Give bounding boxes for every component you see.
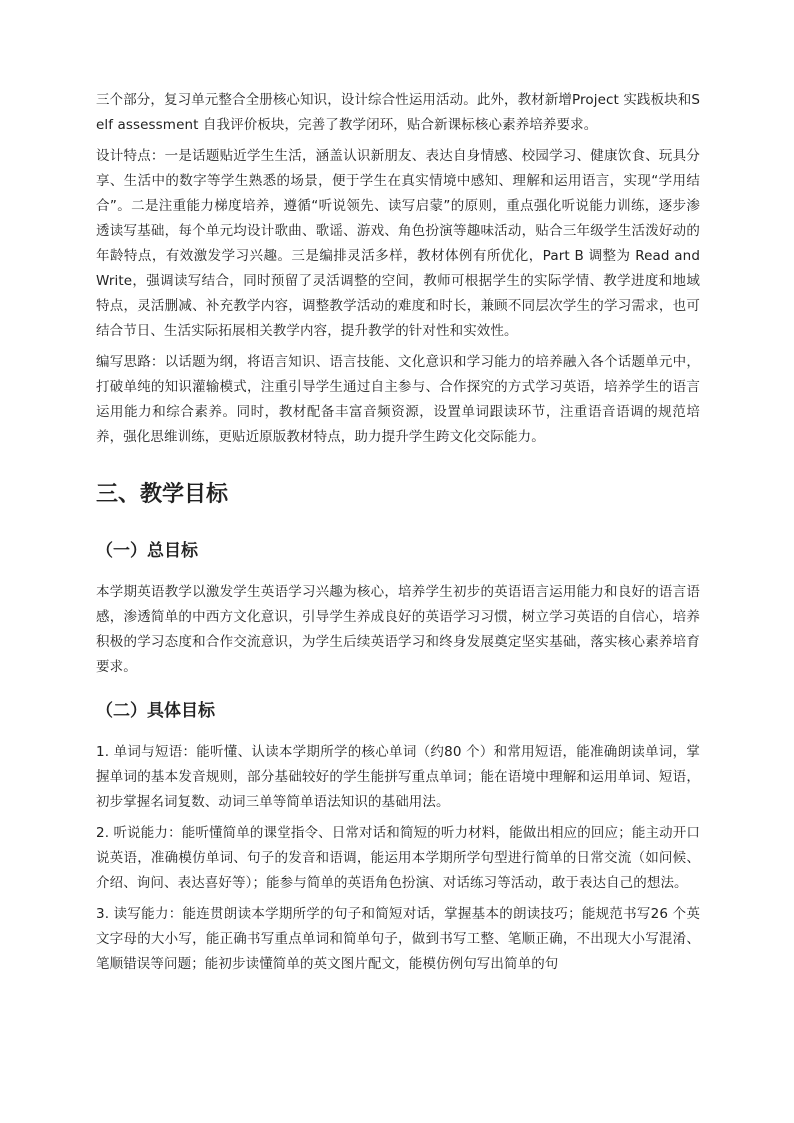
goal-reading-writing-paragraph: 3. 读写能力：能连贯朗读本学期所学的句子和简短对话，掌握基本的朗读技巧；能规范书写26 个英文字母的大小写，能正确书写重点单词和简单句子，做到书写工整、笔顺正确，不出现大小写混淆、笔顺错误等问题；能初步读懂简单的英文图片配文，能模仿例句写出简单的句 — [96, 906, 700, 972]
subheading-overall-goal: （一）总目标 — [96, 541, 198, 561]
subheading-specific-goals: （二）具体目标 — [96, 701, 215, 721]
design-features-paragraph: 设计特点：一是话题贴近学生生活，涵盖认识新朋友、表达自身情感、校园学习、健康饮食、玩具分享、生活中的数字等学生熟悉的场景，便于学生在真实情境中感知、理解和运用语言，实现“学用结合”。二是注重能力梯度培养，遵循“听说领先、读写启蒙”的原则，重点强化听说能力训练，逐步渗透读写基础，每个单元均设计歌曲、歌谣、游戏、角色扮演等趣味活动，贴合三年级学生活泼好动的年龄特点，有效激发学习兴趣。三是编排灵活多样，教材体例有所优化，Part B 调整为 Read and Write，强调读写结合，同时预留了灵活调整的空间，教师可根据学生的实际学情、教学进度和地域特点，灵活删减、补充教学内容，调整教学活动的难度和时长，兼顾不同层次学生的学习需求，也可结合节日、生活实际拓展相关教学内容，提升教学的针对性和实效性。 — [96, 148, 700, 339]
intro-paragraph: 三个部分，复习单元整合全册核心知识，设计综合性运用活动。此外，教材新增Project 实践板块和Self assessment 自我评价板块，完善了教学闭环，贴合新课标核心素养培养要求。 — [96, 92, 700, 133]
section-heading-teaching-goals: 三、教学目标 — [96, 482, 229, 507]
overall-goal-paragraph: 本学期英语教学以激发学生英语学习兴趣为核心，培养学生初步的英语语言运用能力和良好的语言语感，渗透简单的中西方文化意识，引导学生养成良好的英语学习习惯，树立学习英语的自信心，培养积极的学习态度和合作交流意识，为学生后续英语学习和终身发展奠定坚实基础，落实核心素养培育要求。 — [96, 584, 700, 675]
goal-vocabulary-paragraph: 1. 单词与短语：能听懂、认读本学期所学的核心单词（约80 个）和常用短语，能准确朗读单词，掌握单词的基本发音规则，部分基础较好的学生能拼写重点单词；能在语境中理解和运用单词、短语，初步掌握名词复数、动词三单等简单语法知识的基础用法。 — [96, 744, 700, 810]
writing-ideas-paragraph: 编写思路：以话题为纲，将语言知识、语言技能、文化意识和学习能力的培养融入各个话题单元中，打破单纯的知识灌输模式，注重引导学生通过自主参与、合作探究的方式学习英语，培养学生的语言运用能力和综合素养。同时，教材配备丰富音频资源，设置单词跟读环节，注重语音语调的规范培养，强化思维训练，更贴近原版教材特点，助力提升学生跨文化交际能力。 — [96, 354, 700, 445]
document-page — [96, 88, 700, 983]
goal-listening-speaking-paragraph: 2. 听说能力：能听懂简单的课堂指令、日常对话和简短的听力材料，能做出相应的回应；能主动开口说英语，准确模仿单词、句子的发音和语调，能运用本学期所学句型进行简单的日常交流（如问候、介绍、询问、表达喜好等）；能参与简单的英语角色扮演、对话练习等活动，敢于表达自己的想法。 — [96, 825, 700, 891]
